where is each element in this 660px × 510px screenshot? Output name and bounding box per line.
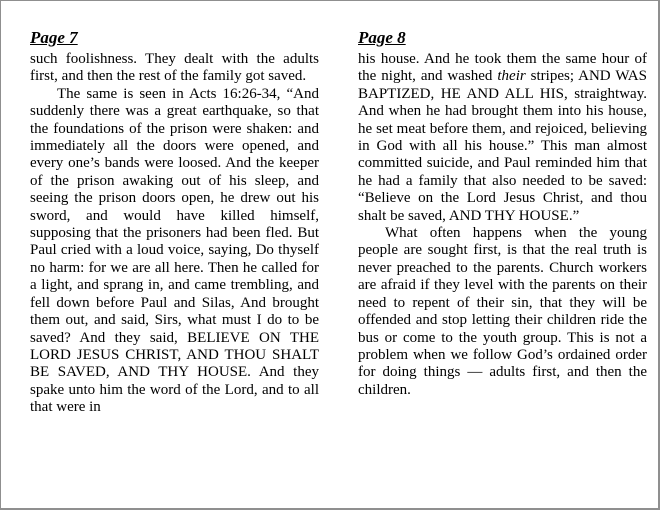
paragraph — [30, 51, 319, 86]
italic-text-run: their — [497, 68, 526, 85]
page-8-title: Page 8 — [358, 28, 406, 47]
page-8-text — [358, 51, 647, 399]
text-run: What often happens when the young people are sought first, is that the real truth is never preached to the parents. Church workers are afraid if they level with the parents on their need to repent of their sin, that they will be offended and stop letting their children ride the bus or come to the youth group. This is not a problem when we follow God’s ordained order for doing things — adults first, and then the children. — [358, 225, 647, 398]
text-run: stripes; AND WAS BAPTIZED, HE AND ALL HIS, straightway. And when he had brought them into his house, he set meat before them, and rejoiced, believing in God with all his house.” This man almost committed suicide, and Paul reminded him that he had a family that also needed to be saved: “Believe on the Lord Jesus Christ, and thou shalt be saved, AND THY HOUSE.” — [358, 68, 647, 224]
text-run: The same is seen in Acts 16:26-34, “And suddenly there was a great earthquake, so that the foundations of the prison were shaken: and immediately all the doors were opened, and every one’s bands were loosed. And the keeper of the prison awaking out of his sleep, and seeing the prison doors open, he drew out his sword, and would have killed himself, supposing that the prisoners had been fled. But Paul cried with a loud voice, saying, Do thyself no harm: for we are all here. Then he called for a light, and sprang in, and came trembling, and fell down before Paul and Silas, And brought them out, and said, Sirs, what must I do to be saved? And they said, BELIEVE ON THE LORD JESUS CHRIST, AND THOU SHALT BE SAVED, AND THY HOUSE. And they spake unto him the word of the Lord, and to all that were in — [30, 85, 319, 416]
paragraph — [358, 225, 647, 399]
paragraph — [30, 86, 319, 417]
text-run: such foolishness. They dealt with the adults first, and then the rest of the family got saved. — [30, 51, 319, 85]
page-7-title: Page 7 — [30, 28, 78, 47]
text-run: his house. And he took them the same hour of the night, and washed — [358, 51, 647, 85]
page-7-column — [30, 28, 319, 417]
page-7-text — [30, 51, 319, 417]
paragraph — [358, 51, 647, 225]
page-8-column — [358, 28, 647, 399]
